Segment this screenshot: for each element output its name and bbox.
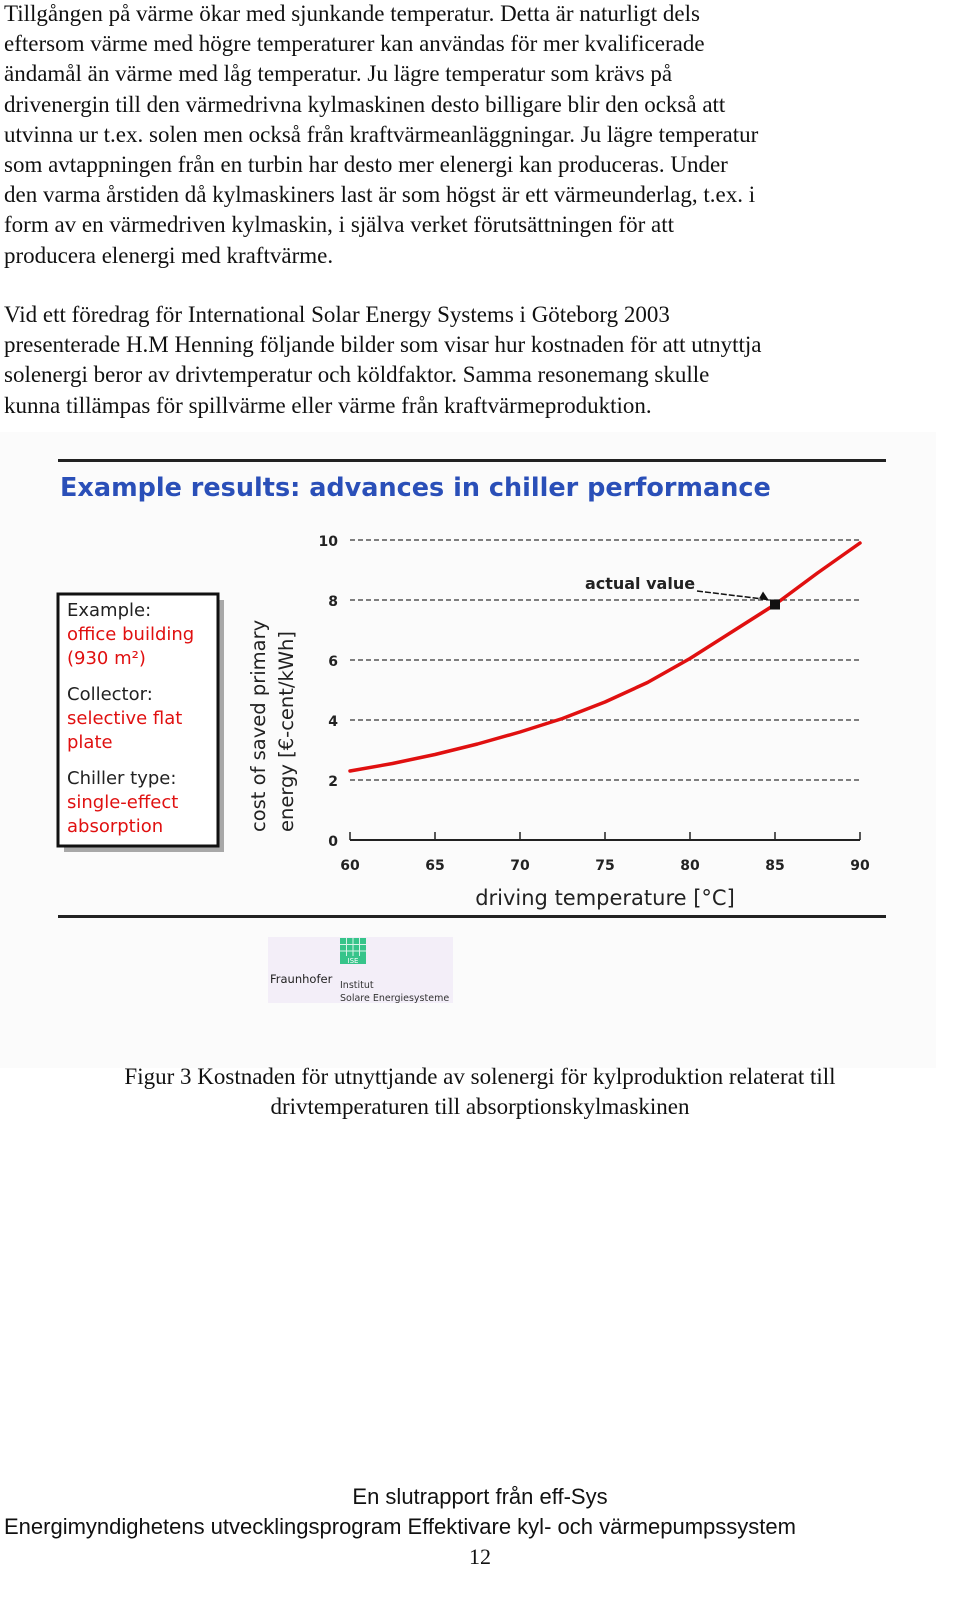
paragraph-line: Vid ett föredrag för International Solar Energy Systems i Göteborg 2003	[4, 302, 670, 327]
x-tick-label: 75	[595, 858, 615, 874]
paragraph-line: kunna tillämpas för spillvärme eller värme från kraftvärmeproduktion.	[4, 392, 652, 418]
infobox-chiller-value: single-effect	[67, 792, 179, 813]
paragraph-line: solenergi beror av drivtemperatur och köldfaktor. Samma resonemang skulle	[4, 362, 710, 388]
footer-report-title: En slutrapport från eff-Sys	[352, 1484, 608, 1509]
caption-line: drivtemperaturen till absorptionskylmaskinen	[270, 1094, 690, 1119]
x-tick-label: 60	[340, 858, 360, 874]
y-tick-label: 2	[328, 774, 338, 790]
x-tick-label: 65	[425, 858, 445, 874]
paragraph-line: ändamål än värme med låg temperatur. Ju lägre temperatur som krävs på	[4, 61, 673, 87]
logo-line-2: Solare Energiesysteme	[340, 993, 450, 1004]
logo-line-1: Institut	[340, 980, 374, 991]
actual-value-marker	[770, 600, 780, 610]
paragraph-line: drivenergin till den värmedrivna kylmaskinen desto billigare blir den också att	[4, 91, 726, 117]
y-tick-label: 8	[328, 594, 338, 610]
footer-program-name: Energimyndighetens utvecklingsprogram Effektivare kyl- och värmepumpssystem	[4, 1514, 796, 1539]
infobox-collector-label: Collector:	[67, 684, 153, 705]
y-tick-label: 0	[328, 834, 338, 850]
body-paragraph-2	[4, 300, 954, 421]
paragraph-line: eftersom värme med högre temperaturer kan användas för mer kvalificerade	[4, 31, 705, 57]
ise-badge-text: ISE	[347, 957, 359, 965]
y-axis-label: cost of saved primary	[247, 619, 270, 832]
x-tick-label: 70	[510, 858, 530, 874]
x-tick-label: 85	[765, 858, 785, 874]
paragraph-line: utvinna ur t.ex. solen men också från kraftvärmeanläggningar. Ju lägre temperatur	[4, 121, 759, 147]
figure-caption	[0, 1062, 960, 1122]
body-paragraph-1	[4, 0, 954, 271]
paragraph-line: form av en värmedriven kylmaskin, i själva verket förutsättningen för att	[4, 212, 674, 238]
infobox-collector-value: plate	[67, 732, 113, 753]
x-tick-label: 80	[680, 858, 700, 874]
slide-title: Example results: advances in chiller performance	[60, 473, 771, 503]
slide-top-rule	[58, 459, 886, 462]
slide-svg	[0, 432, 936, 1068]
infobox-chiller-label: Chiller type:	[67, 768, 177, 789]
figure-slide	[0, 432, 936, 1068]
logo-name: Fraunhofer	[270, 972, 333, 986]
paragraph-line: producera elenergi med kraftvärme.	[4, 242, 334, 268]
plot-area	[319, 534, 870, 874]
x-axis-label: driving temperature [°C]	[475, 886, 735, 910]
y-axis-label: energy [€-cent/kWh]	[275, 630, 298, 832]
paragraph-line: som avtappningen från en turbin har desto mer elenergi kan produceras. Under	[4, 152, 728, 178]
y-tick-label: 4	[328, 714, 338, 730]
infobox-example-value: (930 m²)	[67, 648, 146, 669]
annotation-arrow	[697, 591, 767, 600]
slide-bottom-rule	[58, 915, 886, 918]
paragraph-line: Tillgången på värme ökar med sjunkande temperatur. Detta är naturligt dels	[4, 1, 700, 26]
fraunhofer-logo	[268, 937, 453, 1004]
y-tick-label: 6	[328, 654, 338, 670]
page-number: 12	[469, 1544, 491, 1569]
paragraph-line: den varma årstiden då kylmaskiners last är som högst är ett värmeunderlag, t.ex. i	[4, 182, 756, 208]
infobox-chiller-value: absorption	[67, 816, 164, 837]
annotation-label: actual value	[584, 574, 696, 593]
y-tick-label: 10	[318, 534, 338, 550]
caption-line: Figur 3 Kostnaden för utnyttjande av solenergi för kylproduktion relaterat till	[124, 1064, 836, 1089]
x-tick-label: 90	[850, 858, 870, 874]
paragraph-line: presenterade H.M Henning följande bilder som visar hur kostnaden för att utnyttja	[4, 332, 762, 358]
infobox-example-value: office building	[67, 624, 195, 645]
infobox-collector-value: selective flat	[67, 708, 183, 729]
infobox-example-label: Example:	[67, 600, 152, 621]
